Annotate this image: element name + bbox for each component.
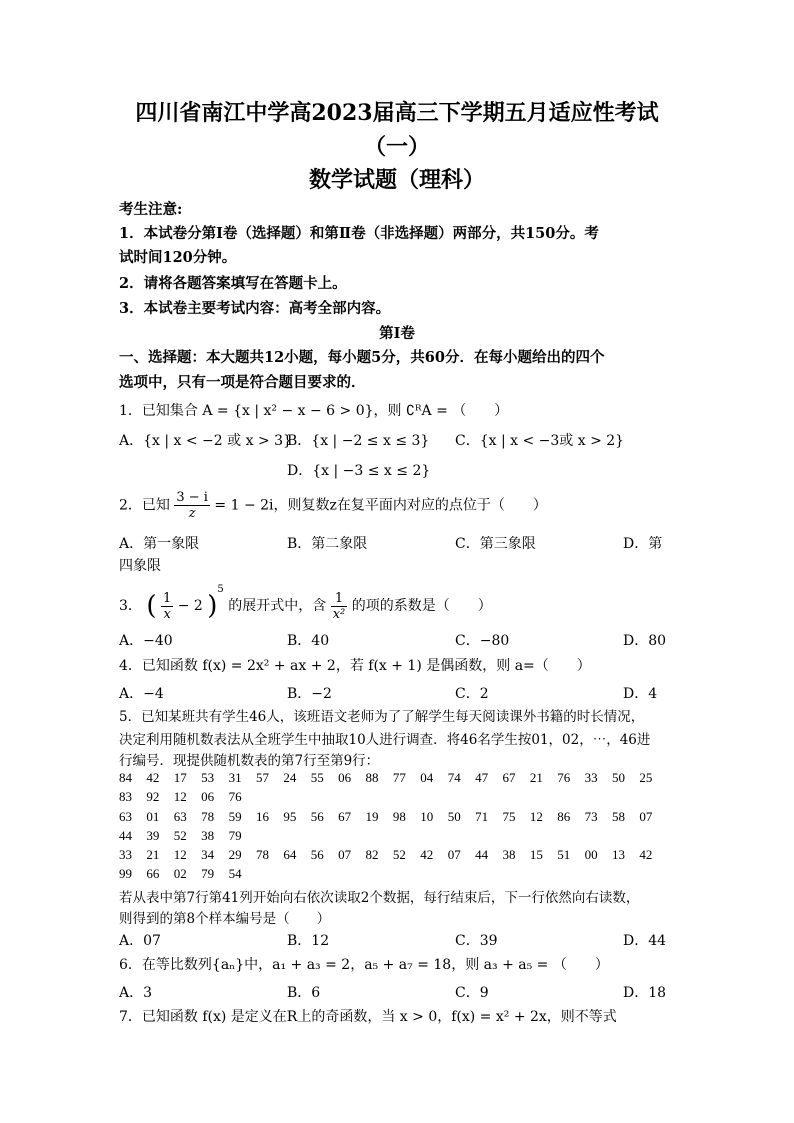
random-number-cell: 84 <box>119 770 132 785</box>
random-number-cell: 34 <box>201 847 215 862</box>
random-number-cell: 74 <box>447 770 461 785</box>
section-heading-cont: 选项中，只有一项是符合题目要求的． <box>119 374 366 391</box>
random-number-cell: 77 <box>392 770 406 785</box>
random-number-cell: 31 <box>228 770 242 785</box>
random-number-cell: 42 <box>420 847 434 862</box>
random-number-cell: 92 <box>146 789 160 804</box>
random-number-cell: 63 <box>173 809 187 824</box>
random-number-cell: 58 <box>612 809 626 824</box>
q5-line-4: 若从表中第7行第41列开始向右依次读取2个数据，每行结束后，下一行依然向右读数， <box>119 890 640 906</box>
q6-option-b: B．6 <box>287 985 321 1001</box>
random-number-cell: 52 <box>392 847 406 862</box>
random-table-row <box>119 866 256 882</box>
random-number-cell: 88 <box>365 770 379 785</box>
section-heading: 一、选择题：本大题共12小题，每小题5分，共60分．在每小题给出的四个 <box>119 349 605 366</box>
random-number-cell: 56 <box>310 809 324 824</box>
random-number-cell: 98 <box>392 809 406 824</box>
q3-num-a: 1 <box>162 590 172 606</box>
q5-line-1: 5．已知某班共有学生46人，该班语文老师为了了解学生每天阅读课外书籍的时长情况， <box>119 709 645 725</box>
random-number-cell: 17 <box>173 770 187 785</box>
q2-numerator: 3 − i <box>176 490 208 505</box>
q3-den-a: x <box>163 606 171 622</box>
q6-stem: 6．在等比数列{aₙ}中，a₁ + a₃ = 2，a₅ + a₇ = 18，则 a₃ + a₅ = （ ） <box>119 957 609 973</box>
random-number-cell: 06 <box>201 789 215 804</box>
random-number-cell: 06 <box>338 770 352 785</box>
random-number-cell: 44 <box>475 847 489 862</box>
q2-post: = 1 − 2i，则复数z在复平面内对应的点位于（ ） <box>214 497 547 514</box>
q2-option-a: A．第一象限 <box>119 536 200 552</box>
volume-label: 第Ⅰ卷 <box>379 325 415 342</box>
q2-option-c: C．第三象限 <box>455 536 536 552</box>
random-number-cell: 12 <box>529 809 543 824</box>
q2-denominator: z <box>188 506 196 521</box>
random-number-cell: 38 <box>502 847 516 862</box>
random-number-cell: 33 <box>119 847 132 862</box>
random-number-cell: 04 <box>420 770 434 785</box>
q3-post: 的项的系数是（ ） <box>351 598 492 614</box>
note-3: 3．本试卷主要考试内容：高考全部内容。 <box>119 300 391 317</box>
random-number-cell: 76 <box>557 770 571 785</box>
random-number-cell: 63 <box>119 809 132 824</box>
random-table-row <box>119 789 256 805</box>
q2-option-d: D．第 <box>623 536 663 552</box>
random-number-cell: 38 <box>201 828 215 843</box>
random-number-cell: 50 <box>612 770 626 785</box>
random-number-cell: 59 <box>228 809 242 824</box>
random-number-cell: 44 <box>119 828 132 843</box>
q2-pre: 2．已知 <box>119 497 170 514</box>
q5-option-a: A．07 <box>119 933 161 949</box>
random-number-cell: 19 <box>365 809 379 824</box>
random-table-row <box>119 828 256 844</box>
q2-fraction <box>174 490 210 521</box>
note-1-cont: 试时间120分钟。 <box>119 249 237 266</box>
random-number-cell: 00 <box>584 847 598 862</box>
random-number-cell: 12 <box>173 847 187 862</box>
q2-option-d-cont: 四象限 <box>119 558 161 574</box>
q1-stem: 1．已知集合 A = {x | x² − x − 6 > 0}，则 ∁ᴿA = （ ） <box>119 403 509 419</box>
random-number-cell: 83 <box>119 789 132 804</box>
random-number-cell: 21 <box>146 847 160 862</box>
q6-option-c: C．9 <box>455 985 489 1001</box>
random-number-cell: 10 <box>420 809 434 824</box>
q3-num-b: 1 <box>331 591 348 607</box>
random-number-cell: 99 <box>119 866 132 881</box>
q4-option-c: C．2 <box>455 686 489 702</box>
q1-option-a: A．{x | x < −2 或 x > 3} <box>119 433 292 449</box>
random-number-cell: 15 <box>529 847 543 862</box>
random-number-cell: 86 <box>557 809 571 824</box>
q4-stem: 4．已知函数 f(x) = 2x² + ax + 2，若 f(x + 1) 是偶函数，则 a=（ ） <box>119 658 591 674</box>
q7-stem: 7．已知函数 f(x) 是定义在R上的奇函数，当 x > 0，f(x) = x² + 2x，则不等式 <box>119 1009 617 1025</box>
q3-exponent: 5 <box>217 584 224 595</box>
q5-option-b: B．12 <box>287 933 330 949</box>
q5-option-d: D．44 <box>623 933 667 949</box>
random-number-cell: 56 <box>310 847 324 862</box>
q3-option-b: B．40 <box>287 633 330 649</box>
q1-option-d: D．{x | −3 ≤ x ≤ 2} <box>287 463 431 479</box>
random-number-cell: 64 <box>283 847 297 862</box>
q3-option-c: C．−80 <box>455 633 510 649</box>
q3-pre: 3． <box>119 598 142 614</box>
random-number-cell: 21 <box>529 770 543 785</box>
q5-line-3: 行编号．现提供随机数表的第7行至第9行： <box>119 753 380 769</box>
random-number-cell: 75 <box>502 809 516 824</box>
q1-option-b: B．{x | −2 ≤ x ≤ 3} <box>287 433 430 449</box>
q3-right-paren: ) <box>207 591 218 621</box>
random-number-cell: 51 <box>557 847 571 862</box>
q6-option-d: D．18 <box>623 985 667 1001</box>
random-number-cell: 47 <box>475 770 489 785</box>
random-number-cell: 50 <box>447 809 461 824</box>
q5-line-2: 决定利用随机数表法从全班学生中抽取10人进行调查．将46名学生按01，02，⋯，46进 <box>119 732 651 748</box>
random-number-cell: 82 <box>365 847 379 862</box>
random-number-cell: 52 <box>173 828 187 843</box>
random-number-cell: 79 <box>201 866 215 881</box>
q3-den-b: x² <box>332 606 346 622</box>
random-number-cell: 79 <box>228 828 242 843</box>
q3-fraction-b <box>331 591 348 622</box>
random-number-cell: 07 <box>447 847 461 862</box>
random-number-cell: 67 <box>502 770 516 785</box>
random-number-cell: 73 <box>584 809 598 824</box>
note-1: 1．本试卷分第Ⅰ卷（选择题）和第Ⅱ卷（非选择题）两部分，共150分。考 <box>119 225 599 242</box>
random-number-cell: 67 <box>338 809 352 824</box>
random-number-cell: 66 <box>146 866 160 881</box>
random-number-cell: 39 <box>146 828 160 843</box>
exam-title-number: （一） <box>363 134 430 160</box>
q3-minus-two: − 2 <box>177 598 203 614</box>
random-number-cell: 16 <box>255 809 269 824</box>
q6-option-a: A．3 <box>119 985 153 1001</box>
random-number-cell: 57 <box>255 770 269 785</box>
exam-subject-title: 数学试题（理科） <box>308 167 485 193</box>
random-number-cell: 71 <box>475 809 489 824</box>
random-table-row <box>119 770 667 786</box>
q3-stem <box>119 584 492 622</box>
random-number-cell: 55 <box>310 770 324 785</box>
random-number-cell: 07 <box>639 809 653 824</box>
q3-left-paren: ( <box>146 591 157 621</box>
random-number-cell: 12 <box>173 789 187 804</box>
q3-fraction-a <box>161 591 173 622</box>
q3-option-d: D．80 <box>623 633 667 649</box>
q5-line-5: 则得到的第8个样本编号是（ ） <box>119 911 331 927</box>
random-number-cell: 95 <box>283 809 297 824</box>
random-number-cell: 42 <box>146 770 160 785</box>
q4-option-b: B．−2 <box>287 686 332 702</box>
random-number-cell: 24 <box>283 770 297 785</box>
q4-option-d: D．4 <box>623 686 658 702</box>
random-number-cell: 78 <box>201 809 215 824</box>
random-number-cell: 29 <box>228 847 242 862</box>
random-number-cell: 13 <box>612 847 626 862</box>
exam-title: 四川省南江中学高2023届高三下学期五月适应性考试 <box>135 100 659 126</box>
random-number-cell: 54 <box>228 866 242 881</box>
q2-stem <box>119 490 547 521</box>
random-number-cell: 07 <box>338 847 352 862</box>
random-number-cell: 76 <box>228 789 242 804</box>
q3-option-a: A．−40 <box>119 633 173 649</box>
random-number-cell: 02 <box>173 866 187 881</box>
q2-option-b: B．第二象限 <box>287 536 368 552</box>
random-number-cell: 78 <box>255 847 269 862</box>
random-table-row <box>119 847 667 863</box>
random-number-cell: 25 <box>639 770 653 785</box>
random-table-row <box>119 809 667 825</box>
random-number-cell: 33 <box>584 770 598 785</box>
note-2: 2．请将各题答案填写在答题卡上。 <box>119 275 347 292</box>
random-number-cell: 01 <box>146 809 160 824</box>
notes-heading: 考生注意: <box>119 201 183 218</box>
random-number-cell: 42 <box>639 847 653 862</box>
q1-option-c: C．{x | x < −3或 x > 2} <box>455 433 625 449</box>
q3-text: 的展开式中，含 <box>228 598 327 614</box>
q4-option-a: A．−4 <box>119 686 164 702</box>
random-number-cell: 53 <box>201 770 215 785</box>
q5-option-c: C．39 <box>455 933 498 949</box>
